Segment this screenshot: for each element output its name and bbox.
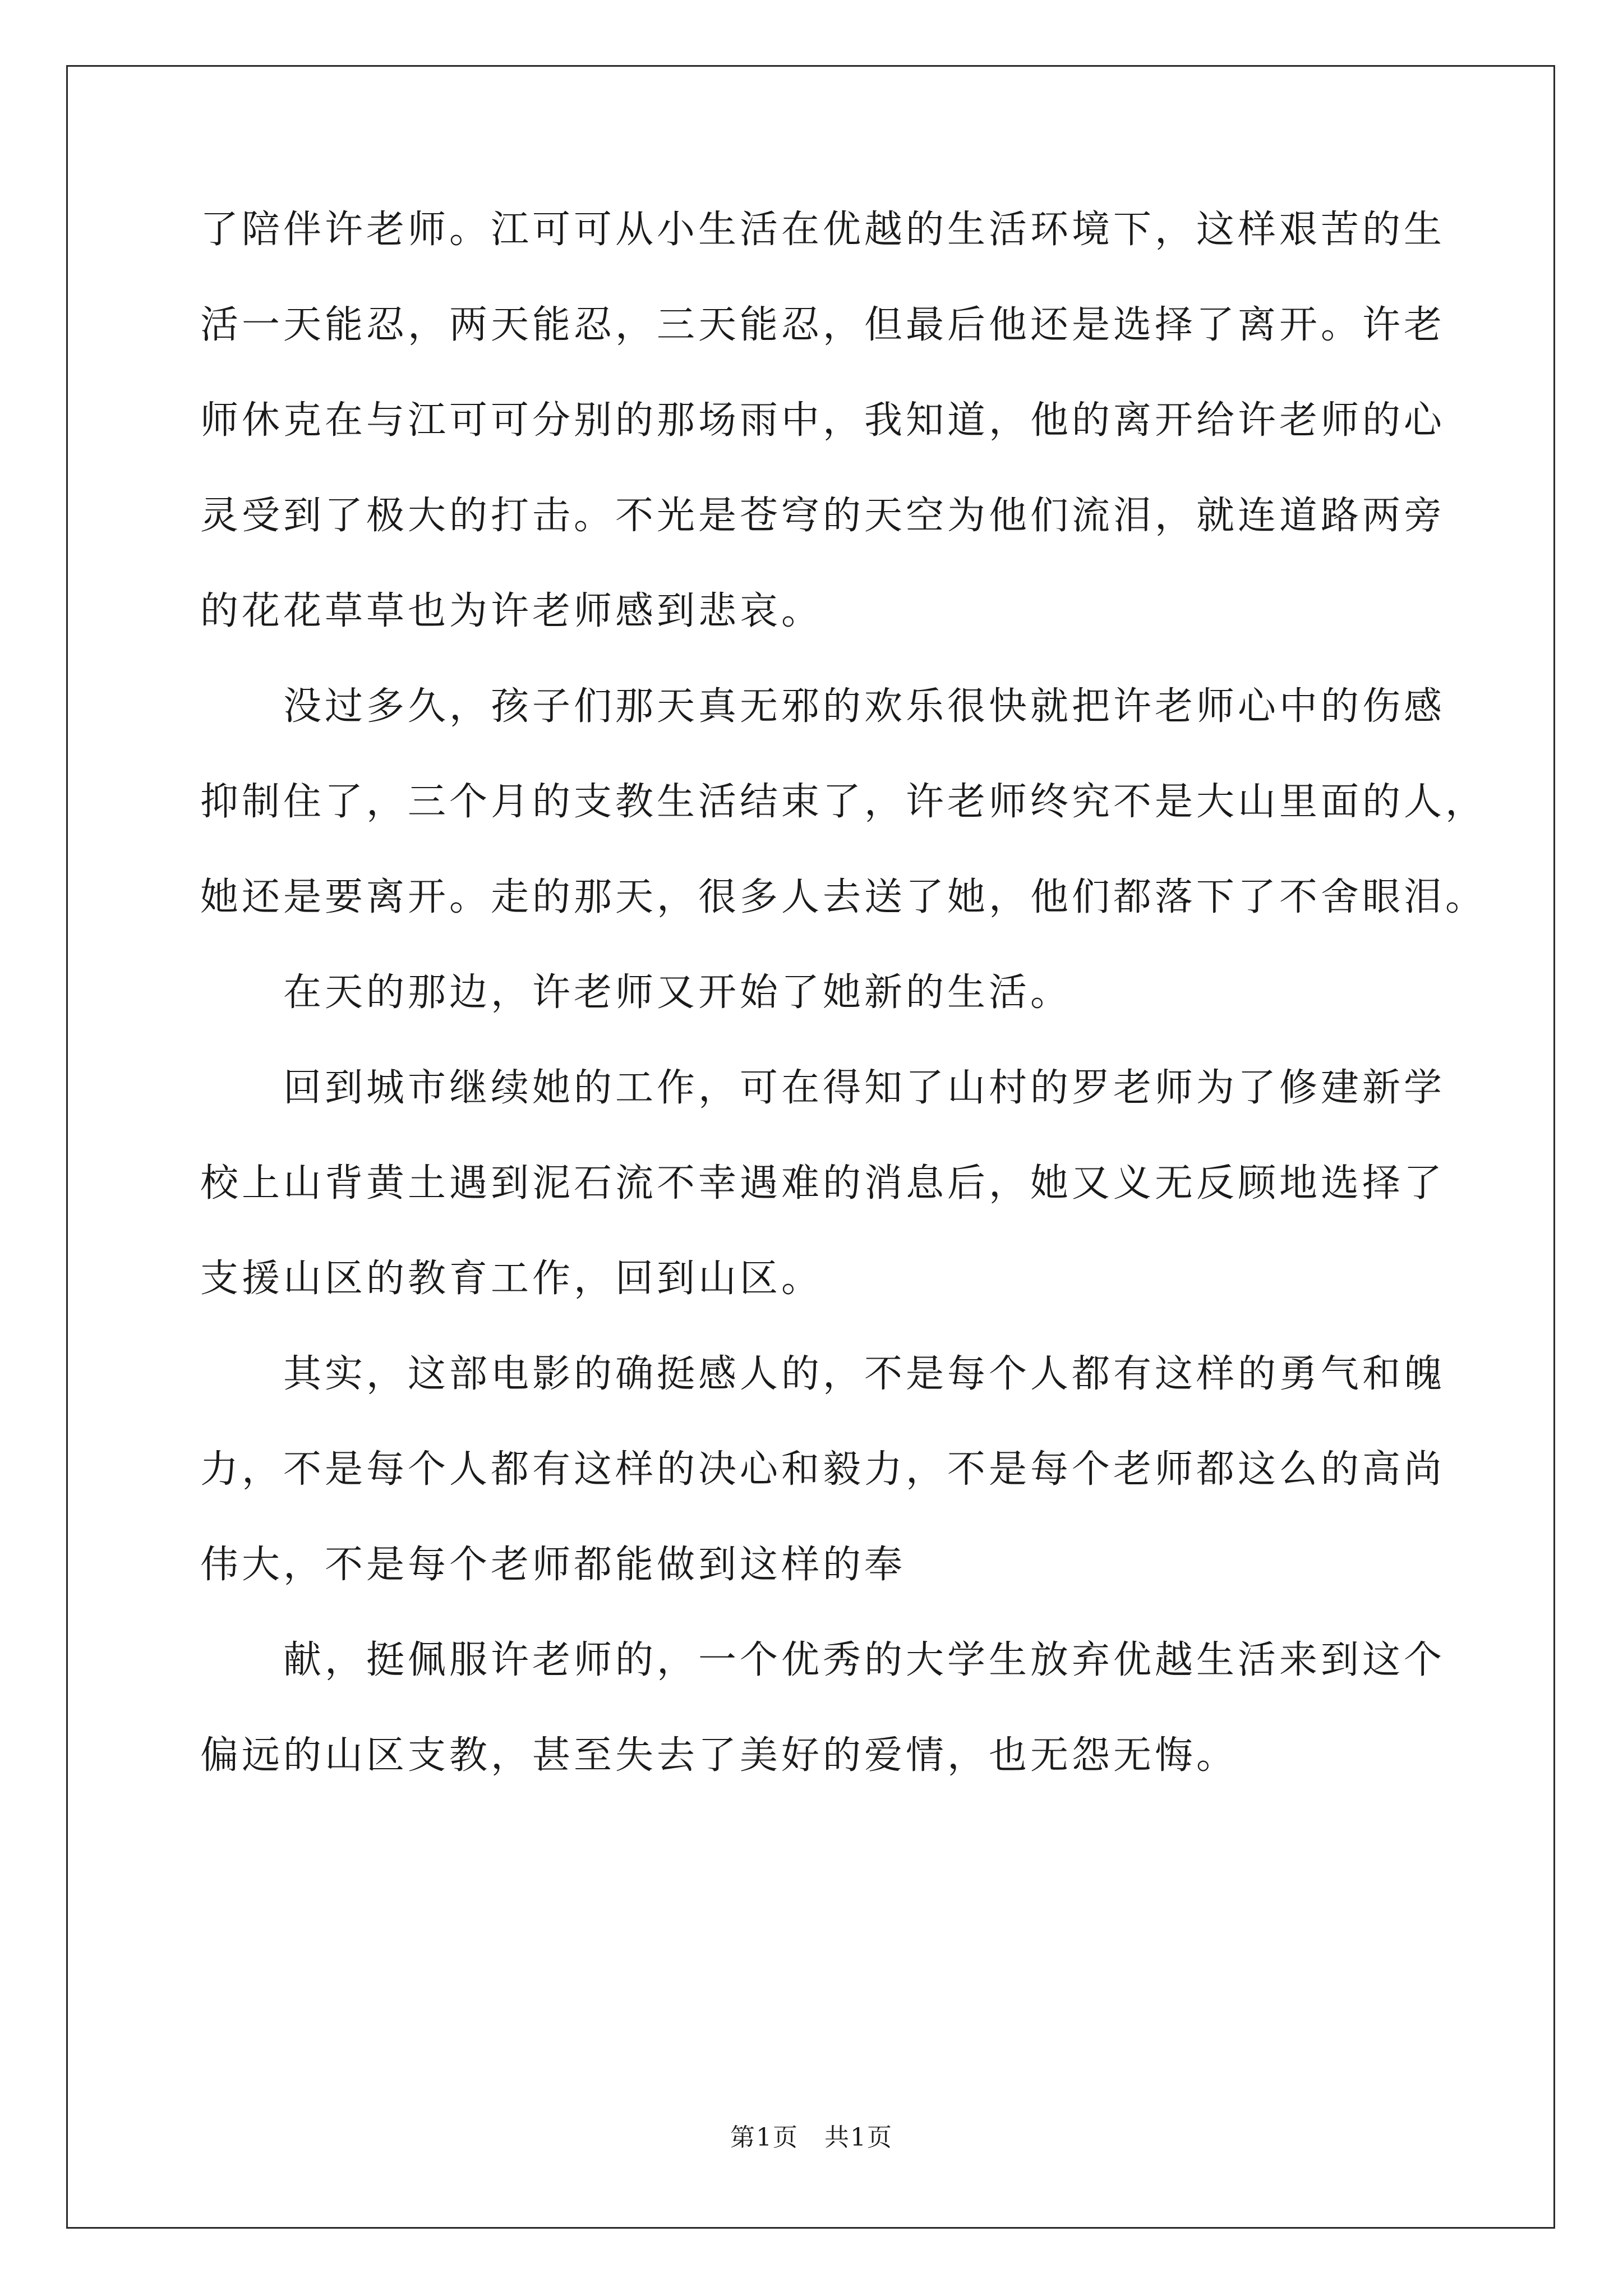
text-line: 支援山区的教育工作，回到山区。: [200, 1257, 823, 1301]
text-line: 校上山背黄土遇到泥石流不幸遇难的消息后，她又义无反顾地选择了: [200, 1161, 1446, 1205]
text-line: 活一天能忍，两天能忍，三天能忍，但最后他还是选择了离开。许老: [200, 303, 1446, 347]
page-border: [66, 65, 1555, 2229]
paragraph-first-line: 回到城市继续她的工作，可在得知了山村的罗老师为了修建新学: [283, 1066, 1446, 1110]
paragraph-first-line: 没过多久，孩子们那天真无邪的欢乐很快就把许老师心中的伤感: [283, 684, 1446, 729]
text-line: 了陪伴许老师。江可可从小生活在优越的生活环境下，这样艰苦的生: [200, 208, 1446, 252]
text-line: 师休克在与江可可分别的那场雨中，我知道，他的离开给许老师的心: [200, 398, 1446, 443]
paragraph-first-line: 献，挺佩服许老师的，一个优秀的大学生放弃优越生活来到这个: [283, 1638, 1446, 1682]
text-line: 的花花草草也为许老师感到悲哀。: [200, 589, 823, 633]
paragraph-first-line: 其实，这部电影的确挺感人的，不是每个人都有这样的勇气和魄: [283, 1352, 1446, 1396]
text-line: 偏远的山区支教，甚至失去了美好的爱情，也无怨无悔。: [200, 1733, 1238, 1778]
text-line: 伟大，不是每个老师都能做到这样的奉: [200, 1543, 906, 1587]
paragraph-first-line: 在天的那边，许老师又开始了她新的生活。: [283, 970, 1072, 1015]
text-line: 灵受到了极大的打击。不光是苍穹的天空为他们流泪，就连道路两旁: [200, 494, 1446, 538]
page-number-footer: 第1页 共1页: [730, 2123, 893, 2152]
text-line: 抑制住了，三个月的支教生活结束了，许老师终究不是大山里面的人，: [200, 780, 1487, 824]
text-line: 力，不是每个人都有这样的决心和毅力，不是每个老师都这么的高尚: [200, 1447, 1446, 1492]
text-line: 她还是要离开。走的那天，很多人去送了她，他们都落下了不舍眼泪。: [200, 875, 1487, 919]
